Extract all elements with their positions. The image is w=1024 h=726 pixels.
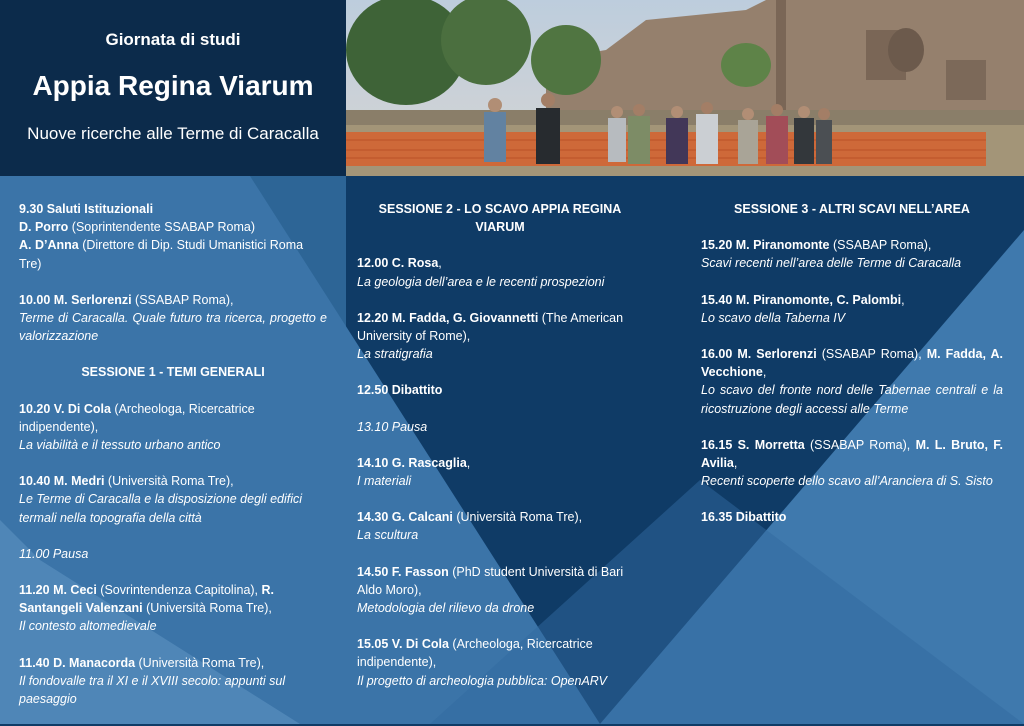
speaker-name: 10.00 M. Serlorenzi <box>19 292 132 307</box>
item-time-title: 16.35 Dibattito <box>701 510 787 525</box>
talk-title: Le Terme di Caracalla e la disposizione degli edifici termali nella topografia della città <box>19 492 303 525</box>
speaker-name: 15.40 M. Piranomonte, C. Palombi <box>701 292 902 307</box>
speaker-name: 15.05 V. Di Cola <box>357 637 449 652</box>
speaker-affiliation: (Università Roma Tre), <box>452 510 583 525</box>
site-photo <box>346 0 1024 176</box>
talk-title: La stratigrafia <box>357 347 433 362</box>
session-heading: SESSIONE 2 - LO SCAVO APPIA REGINA VIARUM <box>378 202 622 235</box>
name-separator: , <box>445 310 453 325</box>
talk-title: Scavi recenti nell’area delle Terme di Caracalla <box>701 256 962 271</box>
program-item <box>19 654 327 709</box>
speaker-affiliation: , <box>901 292 905 307</box>
speaker-affiliation: , <box>762 365 767 380</box>
program-item <box>357 563 643 618</box>
program-item <box>357 635 643 690</box>
speaker-affiliation: (SSABAP Roma), <box>829 238 932 253</box>
talk-title: Terme di Caracalla. Quale futuro tra ricerca, progetto e valorizzazione <box>19 311 327 344</box>
speaker-name: 14.30 G. Calcani <box>357 510 453 525</box>
speaker-name: 15.20 M. Piranomonte <box>701 238 830 253</box>
program-item <box>357 418 643 436</box>
item-time-title: 12.50 Dibattito <box>357 383 443 398</box>
program-item <box>19 291 327 346</box>
program-item <box>701 236 1003 272</box>
break-label: 13.10 Pausa <box>357 419 428 434</box>
program-item <box>19 400 327 455</box>
session-heading: SESSIONE 1 - TEMI GENERALI <box>81 365 265 380</box>
program-item <box>701 291 1003 327</box>
speaker-name: 16.00 M. Serlorenzi <box>701 347 817 362</box>
speaker-name: G. Giovannetti <box>452 310 539 325</box>
speaker-name: 11.20 M. Ceci <box>19 583 97 598</box>
speaker-name: 12.00 C. Rosa <box>357 256 439 271</box>
speaker-affiliation: (SSABAP Roma), <box>816 347 927 362</box>
program-item <box>701 436 1003 491</box>
program-column-3 <box>701 200 1003 545</box>
program-item <box>357 254 643 290</box>
speaker-affiliation: (Università Roma Tre), <box>104 474 234 489</box>
speaker-name: M. Fadda, A. Vecchione <box>701 347 1003 380</box>
program-item <box>19 472 327 527</box>
talk-title: La geologia dell’area e le recenti prospezioni <box>357 274 605 289</box>
event-title: Appia Regina Viarum <box>32 70 314 101</box>
talk-title: Il contesto altomedievale <box>19 619 157 634</box>
speaker-name: 11.40 D. Manacorda <box>19 655 136 670</box>
speaker-affiliation: (Archeologa, Ricercatrice indipendente), <box>357 637 593 670</box>
program-item <box>357 309 643 364</box>
speaker-affiliation: (Università Roma Tre), <box>142 601 272 616</box>
speaker-affiliation: (Università Roma Tre), <box>135 655 265 670</box>
talk-title: La scultura <box>357 528 419 543</box>
talk-title: La viabilità e il tessuto urbano antico <box>19 438 221 453</box>
talk-title: Il progetto di archeologia pubblica: OpenARV <box>357 673 607 688</box>
program-item <box>701 508 1003 526</box>
speaker-affiliation: (SSABAP Roma), <box>804 437 916 452</box>
speaker-name: R. Santangeli Valenzani <box>19 583 275 616</box>
speaker-name: 16.15 S. Morretta <box>701 437 805 452</box>
program-column-2 <box>357 200 643 708</box>
talk-title: Recenti scoperte dello scavo all’Aranciera di S. Sisto <box>701 474 993 489</box>
talk-title: Il fondovalle tra il XI e il XVIII secolo: appunti sul paesaggio <box>19 673 286 707</box>
header-box <box>0 0 346 176</box>
program-item <box>357 508 643 544</box>
speaker-name: D. Porro <box>19 220 69 235</box>
speaker-name: 14.50 F. Fasson <box>357 564 449 579</box>
speaker-name: M. L. Bruto, F. Avilia <box>701 437 1004 471</box>
speaker-affiliation: (PhD student Università di Bari Aldo Moro), <box>357 564 624 597</box>
speaker-affiliation: (The American University of Rome), <box>357 310 624 344</box>
program-item <box>701 345 1003 418</box>
talk-title: I materiali <box>357 474 412 489</box>
program-item <box>19 545 327 563</box>
event-subtitle: Giornata di studi <box>105 30 241 49</box>
speaker-name: 12.20 M. Fadda <box>357 310 446 325</box>
program-item <box>357 381 643 399</box>
event-tagline: Nuove ricerche alle Terme di Caracalla <box>27 124 319 143</box>
speaker-affiliation: (Soprintendente SSABAP Roma) <box>68 220 255 235</box>
talk-title: Lo scavo della Taberna IV <box>701 310 846 325</box>
talk-title: Lo scavo del fronte nord delle Tabernae centrali e la ricostruzione degli accessi alle Terme <box>701 383 1003 416</box>
speaker-name: A. D’Anna <box>19 238 79 253</box>
speaker-affiliation: (Direttore di Dip. Studi Umanistici Roma Tre) <box>19 238 304 271</box>
speaker-affiliation: , <box>438 256 442 271</box>
speaker-name: 10.40 M. Medri <box>19 474 105 489</box>
speaker-name: 10.20 V. Di Cola <box>19 401 111 416</box>
break-label: 11.00 Pausa <box>19 546 89 561</box>
talk-title: Metodologia del rilievo da drone <box>357 601 535 616</box>
program-item <box>19 200 327 273</box>
session-heading: SESSIONE 3 - ALTRI SCAVI NELL’AREA <box>734 202 970 216</box>
program-column-1 <box>19 200 327 726</box>
program-item <box>19 581 327 636</box>
speaker-affiliation: , <box>466 455 471 470</box>
speaker-affiliation: (SSABAP Roma), <box>131 292 234 307</box>
speaker-affiliation: , <box>733 456 738 471</box>
speaker-name: 14.10 G. Rascaglia <box>357 455 467 470</box>
speaker-affiliation: (Sovrintendenza Capitolina), <box>96 583 262 598</box>
program-item <box>357 454 643 490</box>
speaker-affiliation: (Archeologa, Ricercatrice indipendente), <box>19 401 255 434</box>
item-time-title: 9.30 Saluti Istituzionali <box>19 202 154 216</box>
